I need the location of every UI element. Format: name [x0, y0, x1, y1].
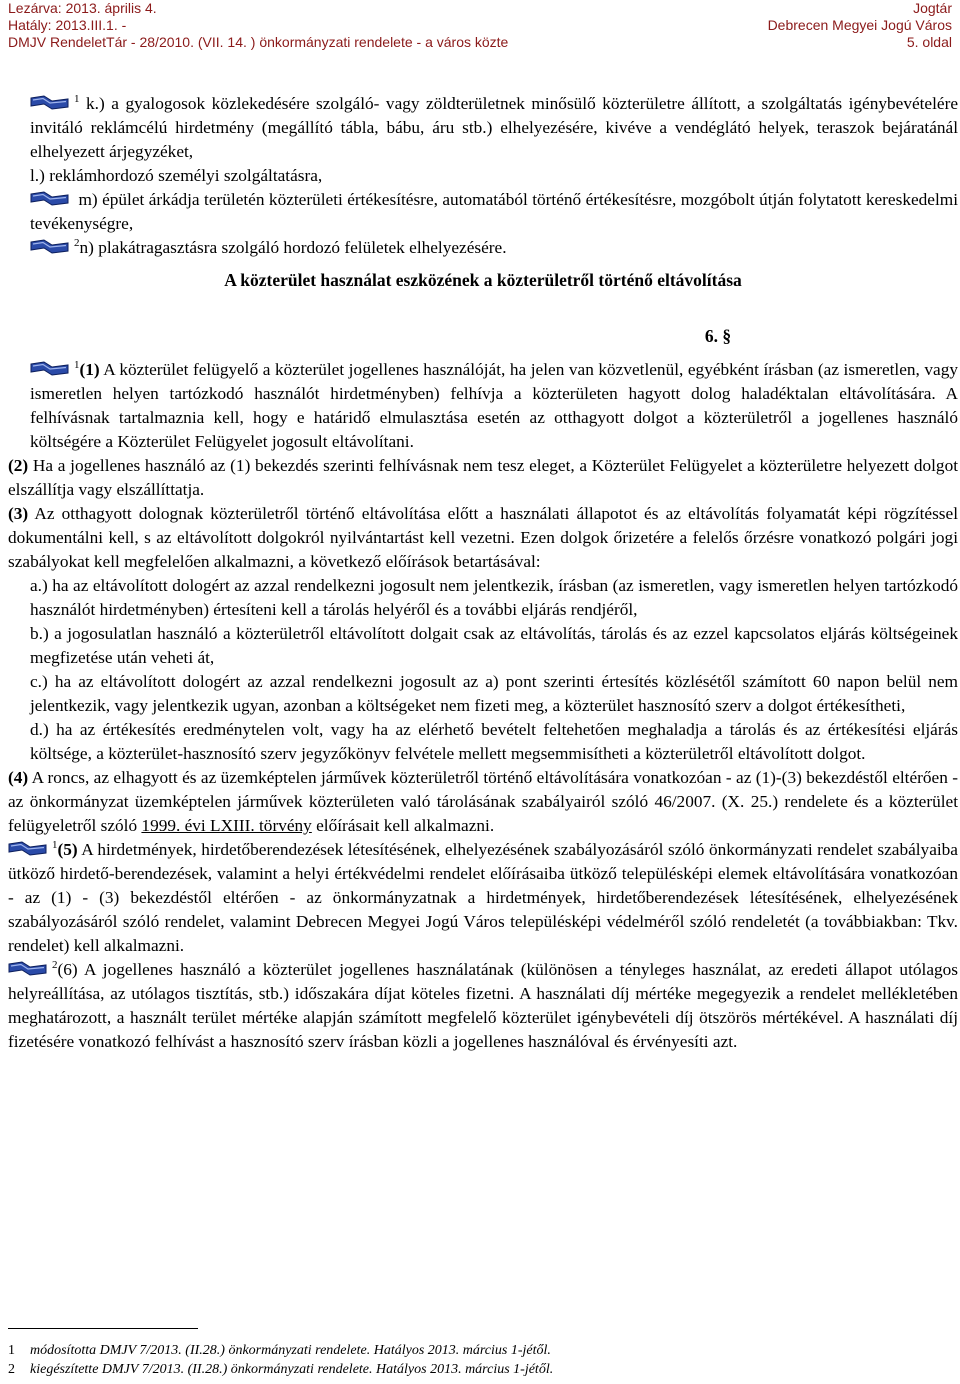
section-number: 6. § [704, 326, 732, 346]
paragraph-6 [8, 958, 958, 1054]
paragraph-4-text-end: előírásait kell alkalmazni. [316, 816, 495, 835]
point-n [8, 236, 958, 260]
amendment-flag-icon[interactable] [8, 961, 48, 977]
amendment-flag-icon[interactable] [30, 361, 70, 377]
page-header [0, 0, 960, 62]
paragraph-1 [8, 358, 958, 454]
paragraph-4 [8, 766, 958, 838]
header-brand: Jogtár [913, 0, 952, 16]
footnote-ref[interactable]: 1 [74, 359, 80, 372]
header-city: Debrecen Megyei Jogú Város [767, 17, 952, 33]
footnote-ref[interactable]: 1 [52, 839, 58, 852]
header-document-title: DMJV RendeletTár - 28/2010. (VII. 14. ) önkormányzati rendelete - a város közte [8, 34, 509, 50]
item-a: a.) ha az eltávolított dologért az azzal rendelkezni jogosult nem jelentkezik, írásban (az ismeretlen, vagy ismeretlen helyen tartózkodó használót hirdetményben) értesíteni kell a tárolás helyéről és a további eljárás rendjéről, [30, 576, 958, 619]
footnote-text: módosította DMJV 7/2013. (II.28.) önkormányzati rendelete. Hatályos 2013. március 1-jétől. [30, 1343, 551, 1358]
point-m [8, 188, 958, 236]
paragraph-number: (4) [8, 768, 29, 787]
amendment-flag-icon[interactable] [30, 95, 70, 111]
footnote-number: 2 [8, 1362, 15, 1377]
paragraph-number: (2) [8, 456, 29, 475]
footnote-ref[interactable]: 2 [74, 237, 80, 250]
paragraph-3 [8, 502, 958, 574]
amendment-flag-icon[interactable] [30, 191, 70, 207]
paragraph-number: (1) [79, 360, 100, 379]
amendment-flag-icon[interactable] [8, 841, 48, 857]
footnote-2 [8, 1361, 553, 1379]
paragraph-4-text: A roncs, az elhagyott és az üzemképtelen járművek közterületről történő eltávolítására vonatkozóan - az (1)-(3) bekezdéstől eltérően - az önkormányzat üzemképtelen járművek közterületen való tárolásának szabályairól szóló 46/2007. (X. 25.) rendelete és a közterület felügyeletről szóló [8, 768, 958, 835]
paragraph-number: (5) [57, 840, 78, 859]
section-heading: A közterület használat eszközének a közterületről történő eltávolítása [224, 270, 742, 290]
paragraph-1-text: A közterület felügyelő a közterület jogellenes használóját, ha jelen van közvetlenül, egyébként írásban (az ismeretlen, vagy ismeretlen helyen tartózkodó használót hirdetményben) felhívja a közterületen hagyott dolog haladéktalan eltávolítására. A felhívásnak tartalmaznia kell, hogy e határidő elmulasztása esetén az otthagyott dolgot a közterületről a jogellenes használó költségére a Közterület Felügyelet jogosult eltávolítani. [30, 360, 958, 451]
document-body [8, 92, 958, 1054]
footnote-text: kiegészítette DMJV 7/2013. (II.28.) önkormányzati rendelete. Hatályos 2013. március 1-jétől. [30, 1362, 554, 1377]
paragraph-6-text: (6) A jogellenes használó a közterület jogellenes használatának (különösen a tényleges használat, az eredeti állapot utólagos helyreállítása, az utólagos tisztítás, stb.) időszakára díjat köteles fizetni. A használati díj mértéke megegyezik a rendelet mellékletében meghatározott, a használt terület mértéke alapján számított megfelelő közterület igénybevételi díj ötszörös mértékével. A használati díj fizetésére vonatkozó felhívást a hasznosító szerv írásban közli a jogellenes használóval és érvényesíti azt. [8, 960, 958, 1051]
footnote-divider [8, 1328, 198, 1329]
header-closed-date: Lezárva: 2013. április 4. [8, 0, 157, 16]
point-m-text: m) épület árkádja területén közterületi értékesítésre, automatából történő értékesítésre, mozgóbolt útján folytatott kereskedelmi tevékenységre, [30, 190, 958, 233]
law-link[interactable]: 1999. évi LXIII. törvény [141, 816, 312, 835]
point-l-text: l.) reklámhordozó személyi szolgáltatásra, [30, 166, 323, 185]
amendment-flag-icon[interactable] [30, 239, 70, 255]
footnote-ref[interactable]: 1 [74, 93, 80, 106]
item-b: b.) a jogosulatlan használó a közterületről eltávolított dolgait csak az eltávolítás, tárolás és az ezzel kapcsolatos eljárás költségeinek megfizetése után veheti át, [30, 624, 958, 667]
point-k-text: k.) a gyalogosok közlekedésére szolgáló- vagy zöldterületnek minősülő közterületre állított, a szolgáltatás igénybevételére invitáló reklámcélú hirdetmény (megállító tábla, bábu, áru stb.) elhelyezésére, kivéve a vendéglátó helyek, teraszok bejáratánál elhelyezett árjegyzéket, [30, 94, 958, 161]
paragraph-5 [8, 838, 958, 958]
header-effective-date: Hatály: 2013.III.1. - [8, 17, 127, 33]
paragraph-2-text: Ha a jogellenes használó az (1) bekezdés szerinti felhívásnak nem tesz eleget, a Közterület Felügyelet a közterületre helyezett dolgot elszállítja vagy elszállíttatja. [8, 456, 959, 499]
footnote-ref[interactable]: 2 [52, 959, 58, 972]
paragraph-3-text: Az otthagyott dolognak közterületről történő eltávolítása előtt a használati állapotot és az eltávolítás folyamatát képi rögzítéssel dokumentálni kell, s az eltávolított dolgokról nyilvántartást kell vezetni. Ezen dolgok őrizetére a felelős őrzésre vonatkozó polgári jogi szabályokat kell megfelelően alkalmazni, a következő előírások betartásával: [8, 504, 959, 571]
point-n-text: n) plakátragasztásra szolgáló hordozó felületek elhelyezésére. [79, 238, 507, 257]
point-l [8, 164, 958, 188]
point-k [8, 92, 958, 164]
item-c: c.) ha az eltávolított dologért az azzal rendelkezni jogosult az a) pont szerinti értesítés közlésétől számított 60 napon belül nem jelentkezik, vagy jelentkezik ugyan, azonban a költségeket nem fizeti meg, a közterület hasznosító szerv a dolgot értékesítheti, [30, 672, 958, 715]
header-page-number: 5. oldal [906, 34, 952, 50]
item-d: d.) ha az értékesítés eredménytelen volt, vagy ha az elérhető bevételt feltehetően meghaladja a tárolás és az értékesítési eljárás költsége, a közterület-hasznosító szerv jegyzőkönyv felvétele mellett megsemmisítheti a közterületről eltávolított dolgot. [30, 720, 958, 763]
footnote-1 [8, 1342, 551, 1360]
footnote-number: 1 [8, 1343, 15, 1358]
paragraph-5-text: A hirdetmények, hirdetőberendezések létesítésének, elhelyezésének szabályozásáról szóló önkormányzati rendelet szabályaiba ütköző hirdető-berendezések, valamint a helyi értékvédelmi rendelet előírásaiba ütköző településképi elemek eltávolítására vonatkozóan - az (1) - (3) bekezdéstől eltérően - az önkormányzatnak a hirdetmények, hirdetőberendezések létesítésének, elhelyezésének szabályozásáról szóló rendelet, valamint Debrecen Megyei Jogú Város településképi védelméről szóló rendeletét (a továbbiakban: Tkv. rendelet) kell alkalmazni. [8, 840, 958, 955]
paragraph-2 [8, 454, 958, 502]
paragraph-number: (3) [8, 504, 29, 523]
